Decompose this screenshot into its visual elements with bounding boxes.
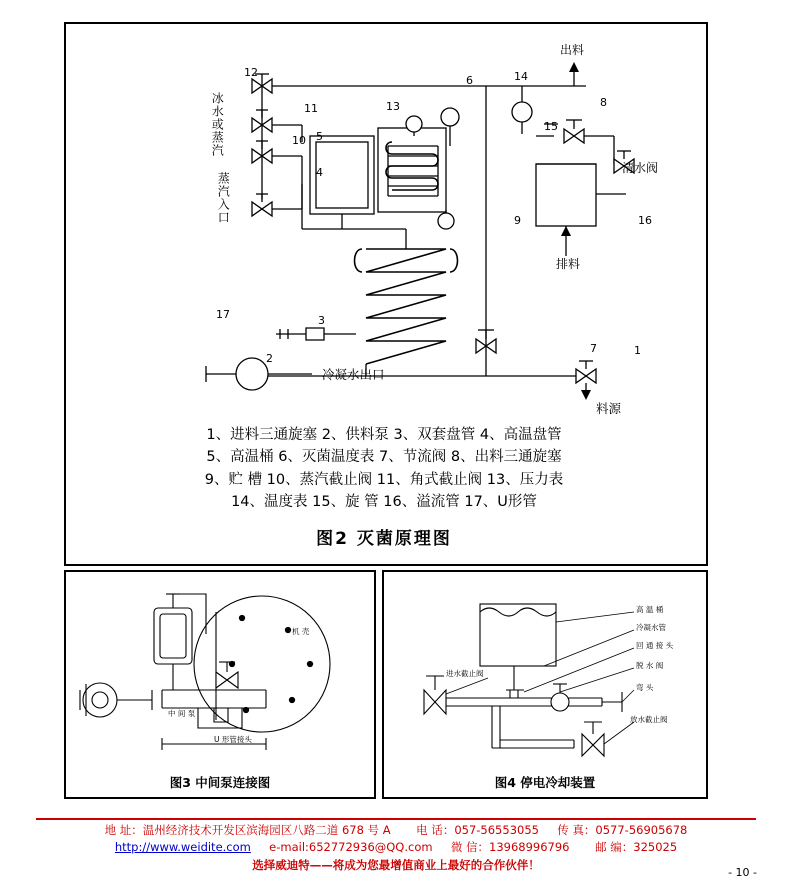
- callout-17: 17: [216, 308, 230, 321]
- figure4-label-high-temp-barrel: 高 温 桶: [636, 605, 664, 614]
- footer-website-link[interactable]: http://www.weidite.com: [114, 840, 251, 855]
- label-steam-inlet: 蒸汽入口: [216, 172, 231, 224]
- footer-tel: 057-56553055: [454, 823, 539, 837]
- footer: [36, 822, 756, 874]
- legend-line-3: 9、贮 槽 10、蒸汽截止阀 11、角式截止阀 13、压力表: [204, 471, 564, 488]
- footer-divider: [36, 818, 756, 820]
- callout-7: 7: [590, 342, 597, 355]
- figure2-caption: 图2 灭菌原理图: [316, 529, 452, 549]
- label-ice-water-or-steam: 冰水或蒸汽: [210, 92, 225, 157]
- callout-16: 16: [638, 214, 652, 227]
- figure2-legend: [64, 424, 704, 514]
- callout-5: 5: [316, 130, 323, 143]
- footer-wechat-label: 微 信：: [450, 840, 490, 855]
- figure3-label-u-pipe-joint: U 形管接头: [214, 735, 252, 744]
- footer-email-label: e-mail:: [269, 840, 309, 855]
- footer-slogan: 选择威迪特——将成为您最增值商业上最好的合作伙伴！: [252, 857, 540, 872]
- label-drain: 排料: [556, 257, 581, 271]
- footer-fax: 0577-56905678: [595, 823, 688, 837]
- figure4-label-water-stop-valve: 放水截止阀: [630, 715, 668, 724]
- footer-wechat: 13968996796: [489, 840, 570, 855]
- label-condensate-outlet: 冷凝水出口: [322, 367, 385, 382]
- callout-8: 8: [600, 96, 607, 109]
- footer-address-label: 地 址：: [104, 823, 143, 837]
- legend-line-1: 1、进料三通旋塞 2、供料泵 3、双套盘管 4、高温盘管: [206, 427, 562, 443]
- callout-13: 13: [386, 100, 400, 113]
- footer-zip-label: 邮 编：: [595, 840, 634, 855]
- figure4-schematic: [384, 572, 706, 772]
- callout-4: 4: [316, 166, 323, 179]
- callout-6: 6: [466, 74, 473, 87]
- figure4-label-condensate-pipe: 冷凝水管: [636, 623, 666, 632]
- figure4-label-drain-valve: 脱 水 阀: [636, 661, 664, 670]
- callout-10: 10: [292, 134, 306, 147]
- figure2-schematic: [66, 24, 706, 424]
- footer-fax-label: 传 真：: [557, 823, 596, 837]
- figure4-label-feed-stop-valve: 进水截止阀: [446, 669, 484, 678]
- figure4-label-return-joint: 回 通 接 头: [636, 641, 674, 650]
- footer-tel-label: 电 话：: [416, 823, 455, 837]
- footer-zip: 325025: [633, 840, 678, 855]
- page-number: - 10 -: [728, 866, 757, 879]
- figure3-label-machine-shell: 机 壳: [292, 627, 310, 636]
- figure4-caption: 图4 停电冷却装置: [494, 775, 596, 790]
- footer-address: 温州经济技术开发区滨海园区八路二道 678 号 A: [142, 823, 391, 837]
- footer-email[interactable]: 652772936@QQ.com: [308, 840, 433, 855]
- figure3-box: [64, 570, 376, 799]
- label-discharge: 出料: [560, 43, 585, 57]
- callout-3: 3: [318, 314, 325, 327]
- figure4-box: [382, 570, 708, 799]
- callout-2: 2: [266, 352, 273, 365]
- figure3-label-middle-pump: 中 间 泵: [168, 709, 196, 718]
- legend-line-2: 5、高温桶 6、灭菌温度表 7、节流阀 8、出料三通旋塞: [206, 449, 562, 466]
- legend-line-4: 14、温度表 15、旋 管 16、溢流管 17、U形管: [231, 494, 537, 511]
- figure3-caption: 图3 中间泵连接图: [169, 775, 271, 790]
- callout-15: 15: [544, 120, 558, 133]
- callout-14: 14: [514, 70, 528, 83]
- footer-row-2: [36, 839, 756, 856]
- callout-9: 9: [514, 214, 521, 227]
- callout-11: 11: [304, 102, 318, 115]
- callout-1: 1: [634, 344, 641, 357]
- callout-12: 12: [244, 66, 258, 79]
- footer-row-1: [36, 822, 756, 839]
- label-clear-water-valve: 清水阀: [622, 161, 659, 175]
- figure4-label-elbow: 弯 头: [636, 683, 654, 692]
- label-material-source: 料源: [596, 401, 622, 416]
